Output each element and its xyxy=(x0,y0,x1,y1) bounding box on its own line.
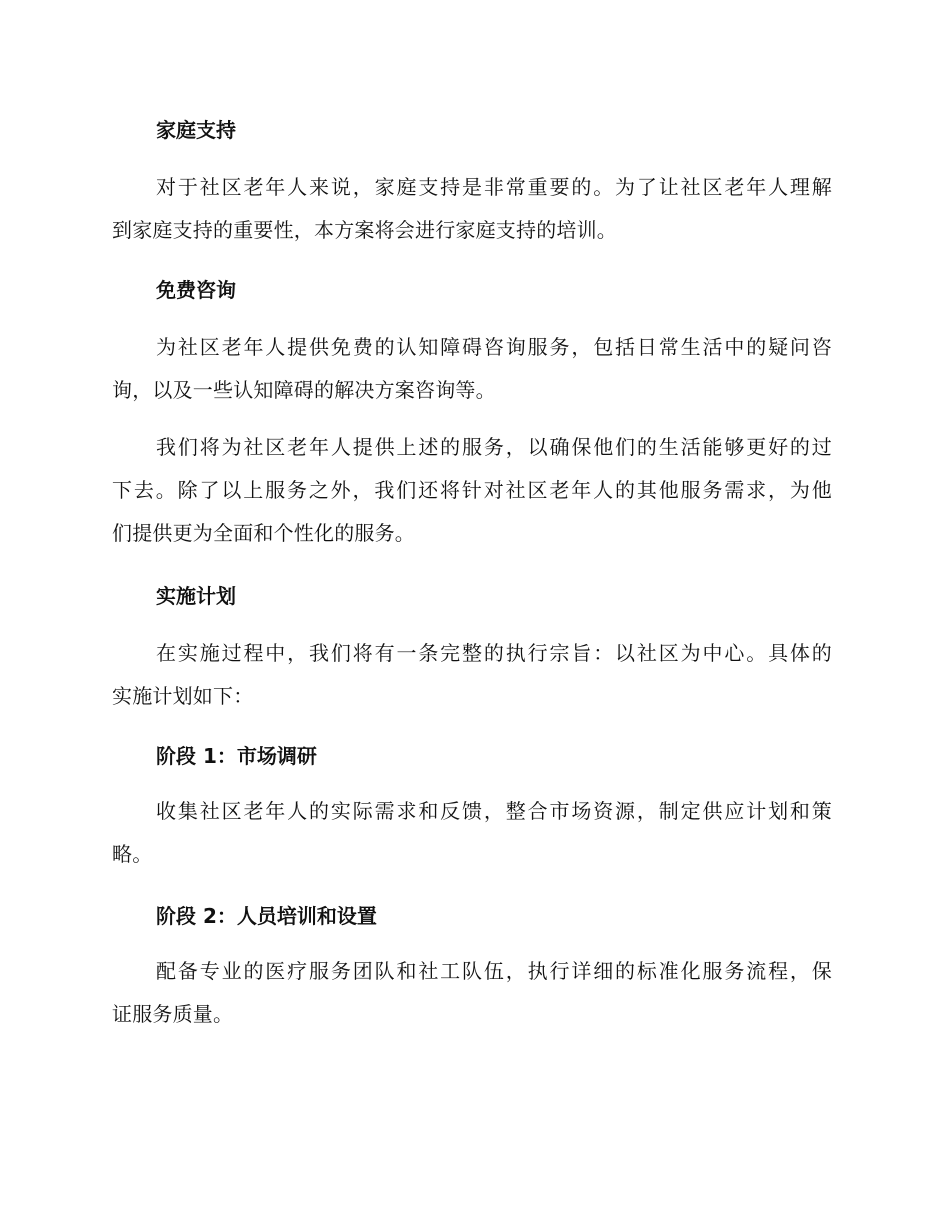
paragraph-line: 询，以及一些认知障碍的解决方案咨询等。 xyxy=(112,378,496,402)
paragraph-free-consult xyxy=(112,326,832,412)
paragraph-plan xyxy=(112,632,832,718)
paragraph-line: 证服务质量。 xyxy=(112,1002,234,1026)
heading-free-consult: 免费咨询 xyxy=(156,278,236,302)
paragraph-line: 收集社区老年人的实际需求和反馈，整合市场资源，制定供应计划和策 xyxy=(156,799,832,823)
paragraph-line: 实施计划如下： xyxy=(112,684,254,708)
paragraph-family-support xyxy=(112,166,832,252)
paragraph-line: 到家庭支持的重要性，本方案将会进行家庭支持的培训。 xyxy=(112,218,617,242)
heading-stage-1: 阶段 1：市场调研 xyxy=(156,744,317,768)
paragraph-stage-2 xyxy=(112,950,832,1036)
paragraph-line: 我们将为社区老年人提供上述的服务，以确保他们的生活能够更好的过 xyxy=(156,435,832,459)
paragraph-line: 配备专业的医疗服务团队和社工队伍，执行详细的标准化服务流程，保 xyxy=(156,959,832,983)
paragraph-line: 为社区老年人提供免费的认知障碍咨询服务，包括日常生活中的疑问咨 xyxy=(156,335,832,359)
paragraph-summary xyxy=(112,426,832,555)
paragraph-line: 对于社区老年人来说，家庭支持是非常重要的。为了让社区老年人理解 xyxy=(156,175,832,199)
paragraph-stage-1 xyxy=(112,790,832,876)
paragraph-line: 在实施过程中，我们将有一条完整的执行宗旨：以社区为中心。具体的 xyxy=(156,641,832,665)
heading-plan: 实施计划 xyxy=(156,584,236,608)
paragraph-line: 们提供更为全面和个性化的服务。 xyxy=(112,521,415,545)
paragraph-line: 略。 xyxy=(112,842,153,866)
paragraph-line: 下去。除了以上服务之外，我们还将针对社区老年人的其他服务需求，为他 xyxy=(112,478,832,502)
heading-family-support: 家庭支持 xyxy=(156,118,236,142)
heading-stage-2: 阶段 2：人员培训和设置 xyxy=(156,904,377,928)
